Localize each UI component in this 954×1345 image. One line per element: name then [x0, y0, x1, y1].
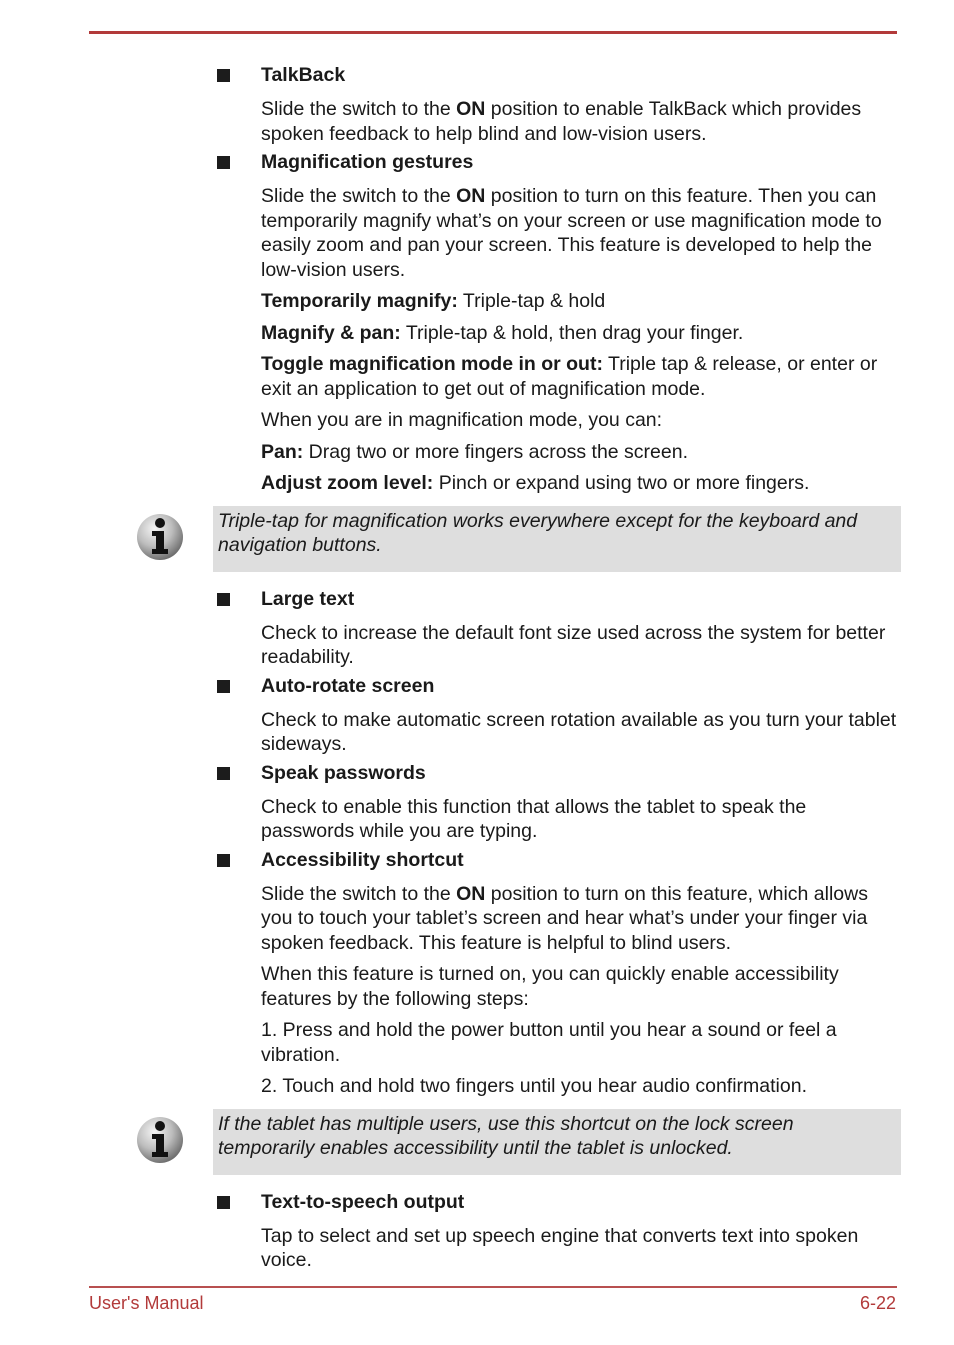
info-icon	[135, 510, 185, 562]
square-bullet-icon	[217, 69, 230, 82]
info-note	[213, 506, 901, 572]
footer-page-number: 6-22	[859, 1293, 896, 1313]
item-heading: Accessibility shortcut	[261, 848, 464, 871]
item-paragraph: Slide the switch to the ON position to enable TalkBack which provides spoken feedback to help blind and low-vision users.	[261, 98, 862, 145]
item-paragraph: When you are in magnification mode, you can:	[261, 409, 663, 431]
item-paragraph: Temporarily magnify: Triple-tap & hold	[261, 290, 606, 312]
square-bullet-icon	[217, 1196, 230, 1209]
item-paragraph: Slide the switch to the ON position to turn on this feature, which allows you to touch your tablet’s screen and hear what’s under your finger via spoken feedback. This feature is helpful to blind users.	[261, 882, 868, 954]
info-icon	[135, 1113, 185, 1165]
square-bullet-icon	[217, 156, 230, 169]
item-paragraph: Tap to select and set up speech engine that converts text into spoken voice.	[261, 1224, 859, 1271]
item-paragraph: Check to increase the default font size used across the system for better readability.	[261, 621, 886, 668]
item-heading: Speak passwords	[261, 761, 426, 784]
item-heading: Text-to-speech output	[261, 1190, 465, 1213]
item-paragraph: When this feature is turned on, you can quickly enable accessibility features by the following steps:	[261, 963, 839, 1010]
list-item	[0, 147, 954, 496]
header-rule	[89, 31, 897, 34]
item-paragraph: Adjust zoom level: Pinch or expand using two or more fingers.	[261, 472, 810, 494]
footer-manual-title: User's Manual	[89, 1293, 204, 1313]
item-paragraph: 1. Press and hold the power button until you hear a sound or feel a vibration.	[261, 1019, 837, 1066]
item-paragraph: Pan: Drag two or more fingers across the screen.	[261, 440, 689, 463]
list-item	[0, 1187, 954, 1273]
list-item	[0, 584, 954, 670]
item-paragraph: Check to make automatic screen rotation available as you turn your tablet sideways.	[261, 708, 897, 755]
item-heading: Auto-rotate screen	[261, 674, 435, 697]
item-paragraph: Magnify & pan: Triple-tap & hold, then drag your finger.	[261, 321, 744, 344]
note-text: If the tablet has multiple users, use this shortcut on the lock screen temporarily enables accessibility until the tablet is unlocked.	[218, 1112, 794, 1159]
list-item	[0, 758, 954, 844]
square-bullet-icon	[217, 767, 230, 780]
square-bullet-icon	[217, 854, 230, 867]
item-heading: Magnification gestures	[261, 151, 474, 173]
list-item	[0, 671, 954, 757]
info-note	[213, 1109, 901, 1175]
page-content	[0, 60, 954, 1273]
item-heading: Large text	[261, 587, 355, 610]
item-paragraph: Slide the switch to the ON position to turn on this feature. Then you can temporarily magnify what’s on your screen or use magnification mode to easily zoom and pan your screen. This feature is developed to help the low-vision users.	[261, 185, 882, 281]
item-heading: TalkBack	[261, 64, 346, 86]
footer-rule	[89, 1286, 897, 1288]
list-item	[0, 60, 954, 146]
list-item	[0, 845, 954, 1099]
item-paragraph: Toggle magnification mode in or out: Triple tap & release, or enter or exit an application to get out of magnification mode.	[261, 353, 878, 400]
note-text: Triple-tap for magnification works everywhere except for the keyboard and navigation buttons.	[218, 509, 858, 556]
item-paragraph: Check to enable this function that allows the tablet to speak the passwords while you are typing.	[261, 795, 807, 842]
square-bullet-icon	[217, 593, 230, 606]
square-bullet-icon	[217, 680, 230, 693]
item-paragraph: 2. Touch and hold two fingers until you hear audio confirmation.	[261, 1075, 807, 1097]
